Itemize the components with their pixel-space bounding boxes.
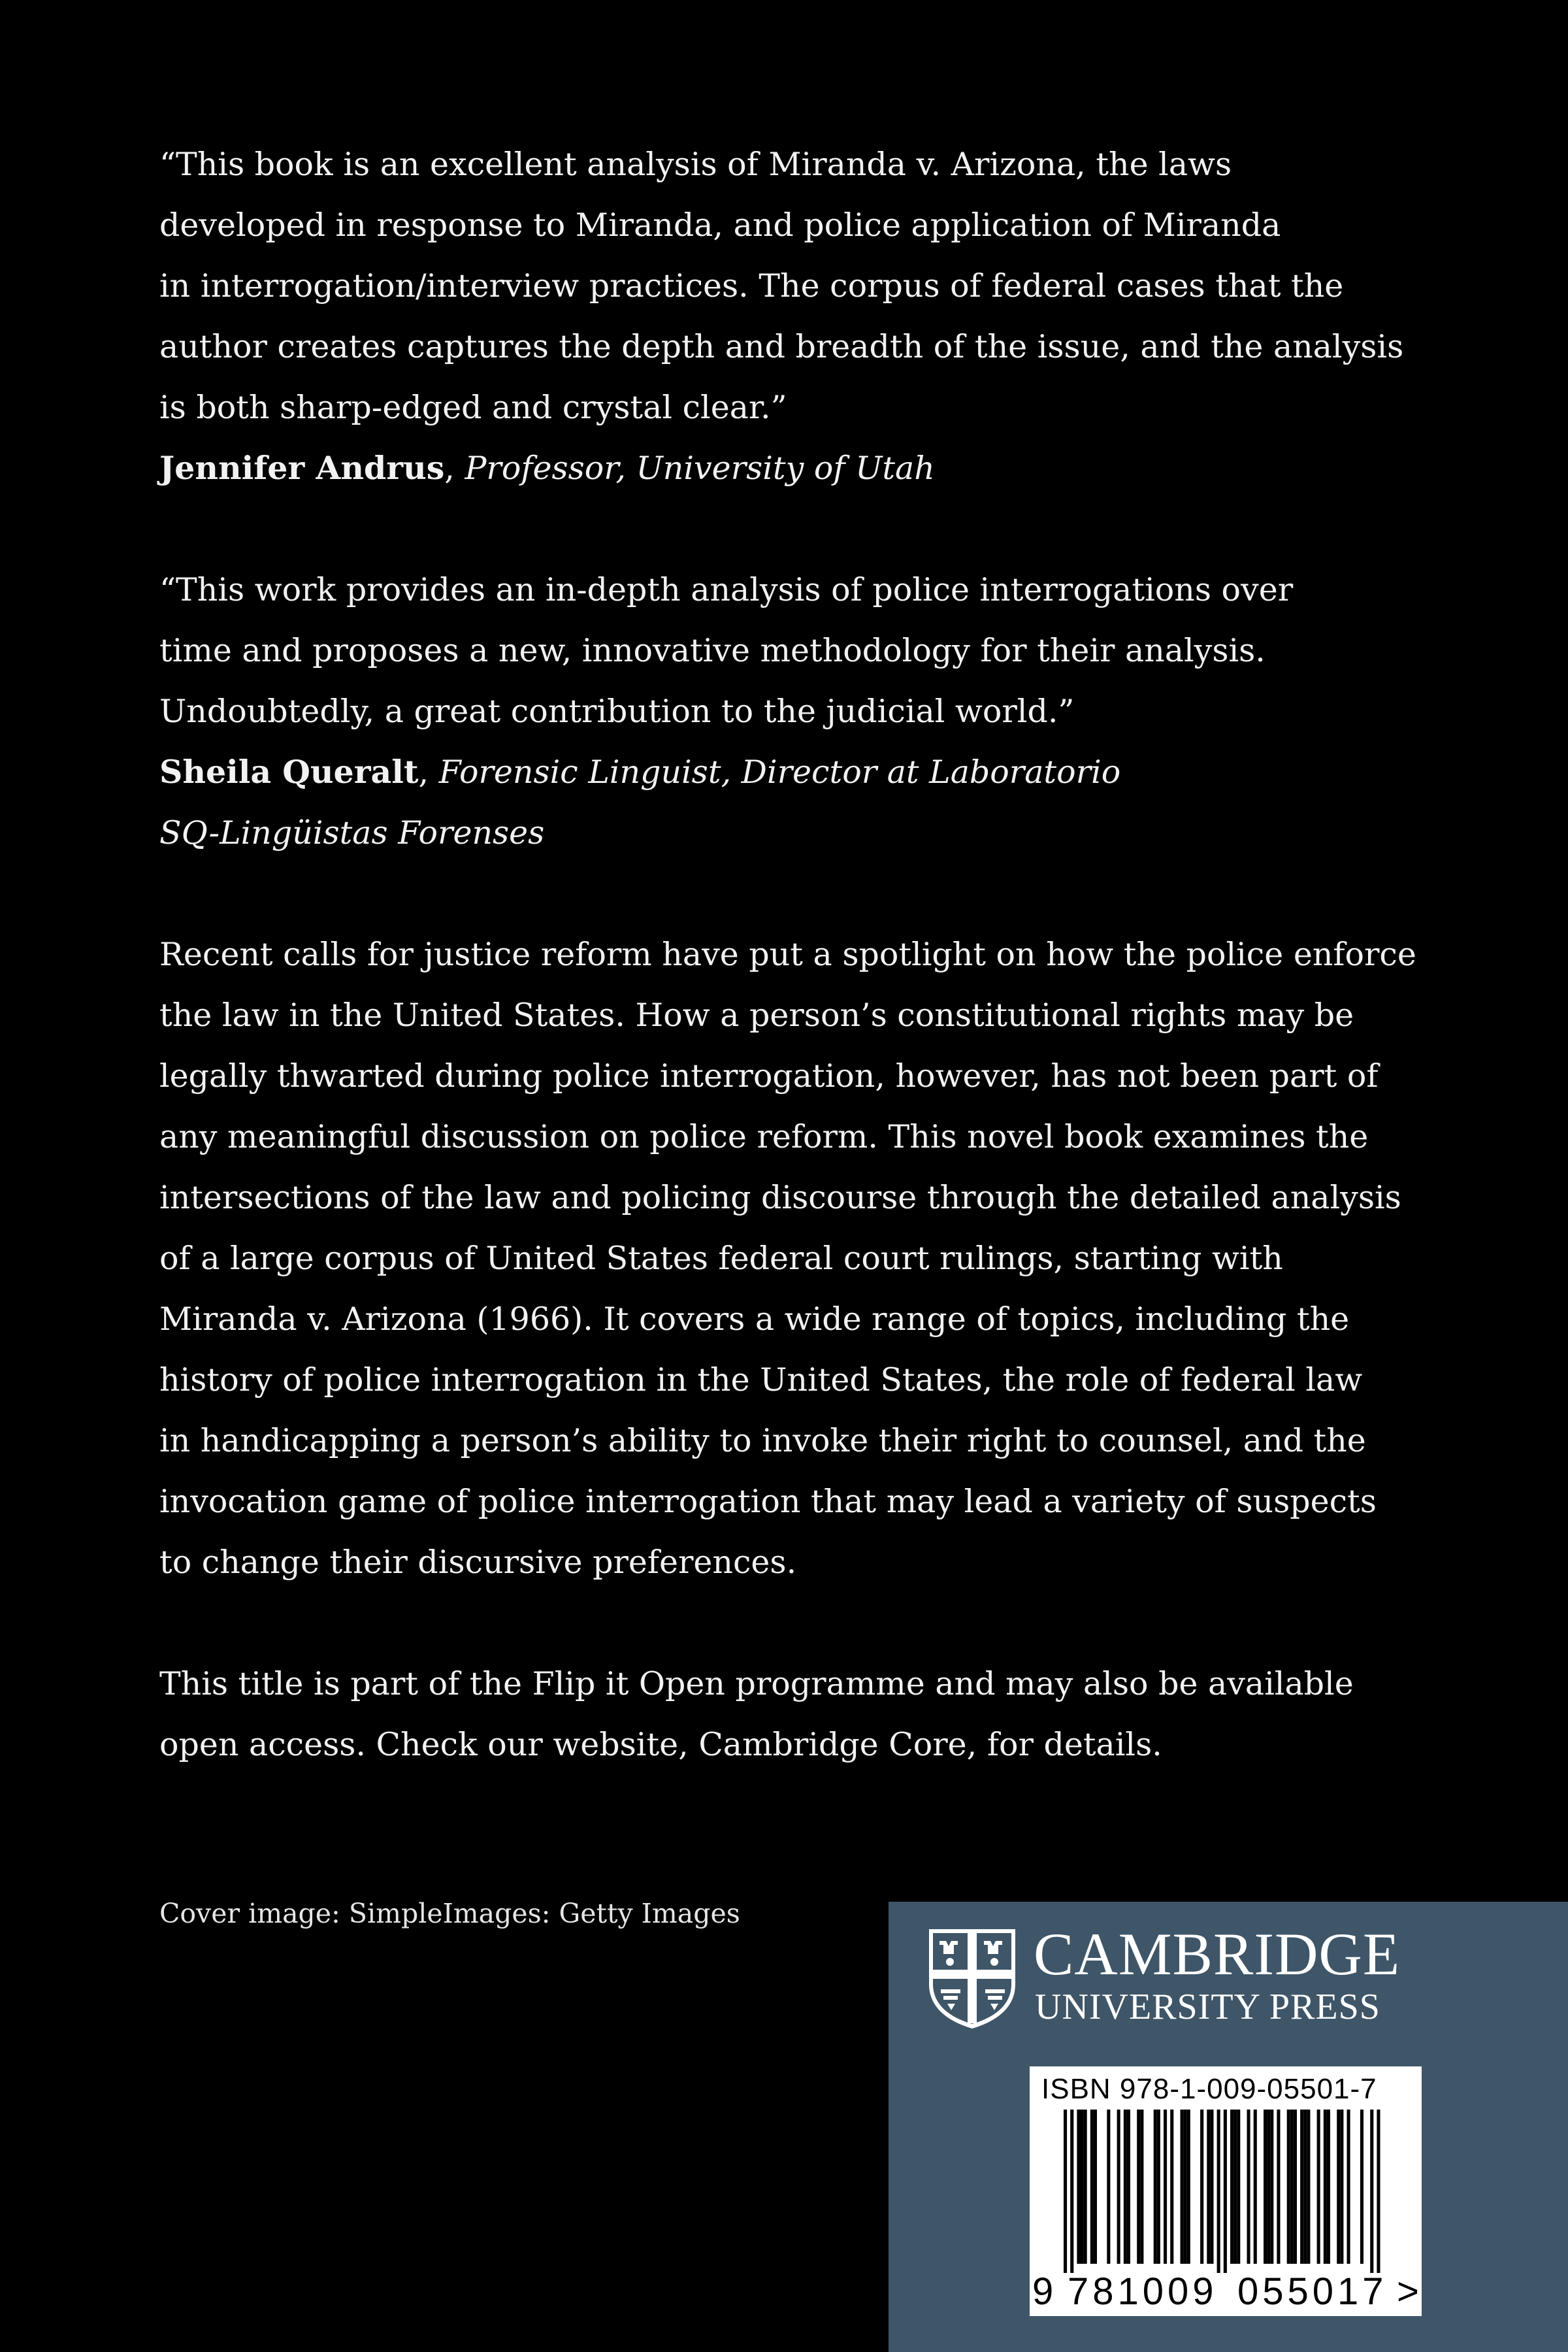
blurb-line: “This work provides an in-depth analysis of police interrogations over [159,571,1294,608]
barcode-bar [1233,2110,1237,2264]
cover-image-credit: Cover image: SimpleImages: Getty Images [159,1898,740,1929]
barcode-trailing-mark: > [1397,2270,1419,2313]
barcode-bar [1340,2110,1343,2264]
barcode-bar [1140,2110,1143,2264]
barcode-bar [1247,2110,1250,2264]
description-line: any meaningful discussion on police reform. This novel book examines the [159,1118,1369,1155]
barcode-left-digits: 781009 [1068,2270,1218,2313]
barcode-bar [1217,2110,1220,2273]
publisher-name: CAMBRIDGE [1034,1921,1401,1987]
reviewer-name: Jennifer Andrus [159,449,445,487]
barcode-bar [1081,2110,1084,2264]
blurb-andrus-quote [159,134,1404,438]
barcode-bar [1370,2110,1373,2273]
back-cover-text [159,134,1416,1775]
reviewer-name: Sheila Queralt [159,753,419,791]
barcode-bar [1170,2110,1173,2264]
barcode-bar [1270,2110,1273,2264]
barcode-lead-digit: 9 [1032,2270,1054,2313]
reviewer-role: Forensic Linguist, Director at Laboratorio [438,754,1121,791]
barcode-bar [1124,2110,1127,2264]
barcode-bar [1090,2110,1094,2264]
barcode-bars [1030,2110,1422,2273]
barcode-bar [1077,2110,1080,2264]
description-line: of a large corpus of United States federal court rulings, starting with [159,1240,1283,1277]
description-line: in handicapping a person’s ability to invoke their right to counsel, and the [159,1422,1366,1459]
barcode-bar [1127,2110,1130,2264]
blurb-queralt-quote [159,559,1401,742]
barcode-bar [1210,2110,1213,2264]
barcode-bar [1324,2110,1327,2264]
blurb-line: time and proposes a new, innovative methodology for their analysis. [159,632,1266,669]
barcode-bar [1187,2110,1190,2264]
barcode-bar [1094,2110,1097,2264]
cambridge-crest-icon [926,1927,1018,2030]
barcode-bar [1347,2110,1350,2264]
barcode-bar [1224,2110,1227,2273]
barcode-bar [1294,2110,1297,2264]
description-line: Recent calls for justice reform have put a spotlight on how the police enforce [159,936,1416,973]
blurb-andrus [159,134,1404,499]
barcode-bar [1107,2110,1110,2264]
open-access-note [159,1653,1401,1775]
barcode-bar [1164,2110,1167,2264]
barcode-bar [1277,2110,1280,2264]
description-line: Miranda v. Arizona (1966). It covers a wide range of topics, including the [159,1300,1350,1338]
reviewer-role-cont: SQ-Lingüistas Forenses [159,814,545,852]
description-line: the law in the United States. How a person’s constitutional rights may be [159,997,1354,1034]
barcode-right-digits: 055017 [1237,2270,1388,2313]
attribution-separator: , [418,754,439,791]
barcode-bar [1377,2110,1380,2273]
barcode-bar [1254,2110,1257,2264]
description-line: intersections of the law and policing discourse through the detailed analysis [159,1179,1401,1216]
blurb-queralt-attribution-cont [159,803,1401,863]
barcode-bar [1300,2110,1303,2264]
publisher-panel [889,1902,1568,2352]
reviewer-role: Professor, University of Utah [465,450,935,487]
barcode-bar [1303,2110,1307,2264]
barcode-bar [1267,2110,1270,2264]
barcode-bar [1230,2110,1233,2264]
barcode-bar [1184,2110,1187,2264]
description-line: history of police interrogation in the United States, the role of federal law [159,1361,1363,1399]
open-access-line: open access. Check our website, Cambridge Core, for details. [159,1726,1162,1763]
blurb-queralt-attribution [159,742,1401,803]
barcode-bar [1084,2110,1087,2264]
barcode-bar [1290,2110,1294,2264]
barcode-bar [1181,2110,1184,2264]
barcode-bar [1337,2110,1340,2264]
isbn-number: ISBN 978-1-009-05501-7 [1041,2073,1377,2105]
description-line: to change their discursive preferences. [159,1544,797,1581]
blurb-line: in interrogation/interview practices. The corpus of federal cases that the [159,267,1344,305]
barcode-bar [1070,2110,1073,2273]
book-description [159,924,1416,1593]
blurb-line: developed in response to Miranda, and police application of Miranda [159,207,1281,244]
barcode-bar [1264,2110,1267,2264]
isbn-barcode [1030,2066,1422,2316]
blurb-line: “This book is an excellent analysis of Miranda v. Arizona, the laws [159,146,1232,183]
publisher-subtitle: UNIVERSITY PRESS [1035,1987,1380,2027]
barcode-bar [1154,2110,1157,2264]
barcode-bar [1157,2110,1160,2264]
barcode-bar [1117,2110,1120,2264]
description-line: legally thwarted during police interrogation, however, has not been part of [159,1057,1379,1095]
barcode-bar [1064,2110,1067,2273]
barcode-bar [1287,2110,1290,2264]
blurb-line: is both sharp-edged and crystal clear.” [159,389,787,426]
barcode-bar [1207,2110,1210,2264]
barcode-bar [1307,2110,1310,2264]
blurb-line: author creates captures the depth and breadth of the issue, and the analysis [159,328,1404,365]
blurb-andrus-attribution [159,438,1401,499]
barcode-bar [1200,2110,1203,2264]
blurb-queralt [159,559,1401,863]
blurb-line: Undoubtedly, a great contribution to the judicial world.” [159,693,1075,730]
open-access-line: This title is part of the Flip it Open programme and may also be available [159,1665,1354,1702]
barcode-digits [1030,2270,1422,2313]
barcode-bar [1360,2110,1364,2264]
barcode-bar [1327,2110,1330,2264]
attribution-separator: , [444,450,465,487]
barcode-bar [1317,2110,1320,2264]
barcode-bar [1237,2110,1240,2264]
description-line: invocation game of police interrogation that may lead a variety of suspects [159,1483,1377,1520]
barcode-bar [1137,2110,1140,2264]
